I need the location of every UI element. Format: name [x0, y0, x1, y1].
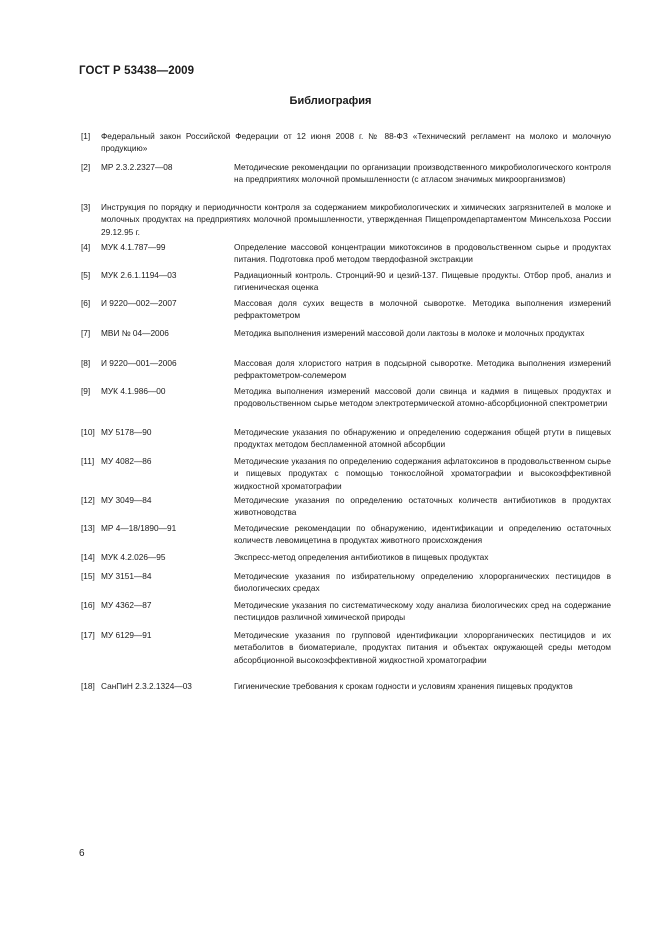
entry-code: СанПиН 2.3.2.1324—03 [101, 681, 192, 691]
entry-text: Методика выполнения измерений массовой доли лактозы в молоке и молочных продуктах [234, 328, 585, 338]
entry-code: МУ 3049—84 [101, 495, 152, 505]
entry-number: [17] [81, 630, 95, 640]
entry-code: И 9220—001—2006 [101, 358, 177, 368]
entry-number: [1] [81, 131, 91, 141]
entry-code: МУ 5178—90 [101, 427, 152, 437]
entry-code: МР 4—18/1890—91 [101, 523, 177, 533]
entry-text: Гигиенические требования к срокам годности и условиям хранения пищевых продуктов [234, 681, 573, 691]
entry-number: [16] [81, 600, 95, 610]
entry-number: [13] [81, 523, 95, 533]
entry-number: [15] [81, 571, 95, 581]
entry-code: МУК 4.2.026—95 [101, 552, 166, 562]
page-title: Библиография [289, 95, 372, 107]
entry-text: Инструкция по порядку и периодичности контроля за содержанием микробиологических и химических загрязнителей в молоке и молочных продуктах на предприятиях молочной промышленности, утвержденная Пищепромдепартаментом Минсельхоза России 29.12.95 г. [101, 202, 611, 237]
entry-number: [4] [81, 242, 91, 252]
entry-text: Методические указания по определению содержания афлатоксинов в продовольственном сырье и пищевых продуктах с помощью тонкослойной хроматографии и высокоэффективной жидкостной хроматографии [234, 456, 611, 491]
entry-number: [6] [81, 298, 91, 308]
entry-code: МУК 4.1.986—00 [101, 386, 166, 396]
entry-code: МУ 4082—86 [101, 456, 152, 466]
entry-text: Определение массовой концентрации микотоксинов в продовольственном сырье и продуктах питания. Подготовка проб методом твердофазной экстракции [234, 242, 611, 265]
entry-number: [3] [81, 202, 91, 212]
entry-code: МУ 4362—87 [101, 600, 152, 610]
entry-text: Методические рекомендации по обнаружению, идентификации и определению остаточных количеств левомицетина в продуктах животного происхождения [234, 523, 611, 546]
entry-number: [5] [81, 270, 91, 280]
entry-code: МУ 3151—84 [101, 571, 152, 581]
entry-number: [11] [81, 456, 95, 466]
entry-code: МУК 4.1.787—99 [101, 242, 166, 252]
entry-text: Экспресс-метод определения антибиотиков в пищевых продуктах [234, 552, 489, 562]
entry-code: МВИ № 04—2006 [101, 328, 169, 338]
entry-number: [9] [81, 386, 91, 396]
entry-text: Радиационный контроль. Стронций-90 и цезий-137. Пищевые продукты. Отбор проб, анализ и гигиеническая оценка [234, 270, 611, 293]
page-number: 6 [79, 848, 85, 859]
entry-text: Методические указания по избирательному определению хлорорганических пестицидов в биологических средах [234, 571, 611, 594]
entry-code: МР 2.3.2.2327—08 [101, 162, 173, 172]
entry-code: МУ 6129—91 [101, 630, 152, 640]
entry-text: Массовая доля сухих веществ в молочной сыворотке. Методика выполнения измерений рефрактометром [234, 298, 611, 321]
entry-text: Методические указания по обнаружению и определению содержания общей ртути в пищевых продуктах методом беспламенной атомной абсорбции [234, 427, 611, 450]
entry-code: И 9220—002—2007 [101, 298, 177, 308]
entry-number: [8] [81, 358, 91, 368]
document-header: ГОСТ Р 53438—2009 [79, 65, 195, 77]
entry-number: [12] [81, 495, 95, 505]
entry-text: Методика выполнения измерений массовой доли свинца и кадмия в пищевых продуктах и продовольственном сырье методом электротермической атомно-абсорбционной спектрометрии [234, 386, 611, 409]
entry-code: МУК 2.6.1.1194—03 [101, 270, 177, 280]
entry-number: [14] [81, 552, 95, 562]
entry-number: [7] [81, 328, 91, 338]
entry-number: [18] [81, 681, 95, 691]
entry-text: Методические указания по определению остаточных количеств антибиотиков в продуктах животноводства [234, 495, 611, 518]
entry-text: Методические указания по групповой идентификации хлорорганических пестицидов и их метаболитов в биоматериале, продуктах питания и объектах окружающей среды методом абсорбционной высокоэффективной жидкостной хроматографии [234, 630, 611, 665]
entry-number: [10] [81, 427, 95, 437]
entry-text: Федеральный закон Российской Федерации от 12 июня 2008 г. № 88-ФЗ «Технический регламент на молоко и молочную продукцию» [101, 131, 611, 154]
entry-text: Методические рекомендации по организации производственного микробиологического контроля на предприятиях молочной промышленности (с атласом значимых микроорганизмов) [234, 162, 611, 185]
entry-text: Массовая доля хлористого натрия в подсырной сыворотке. Методика выполнения измерений рефрактометром-солемером [234, 358, 611, 381]
entry-text: Методические указания по систематическому ходу анализа биологических сред на содержание пестицидов различной химической природы [234, 600, 611, 623]
entry-number: [2] [81, 162, 91, 172]
